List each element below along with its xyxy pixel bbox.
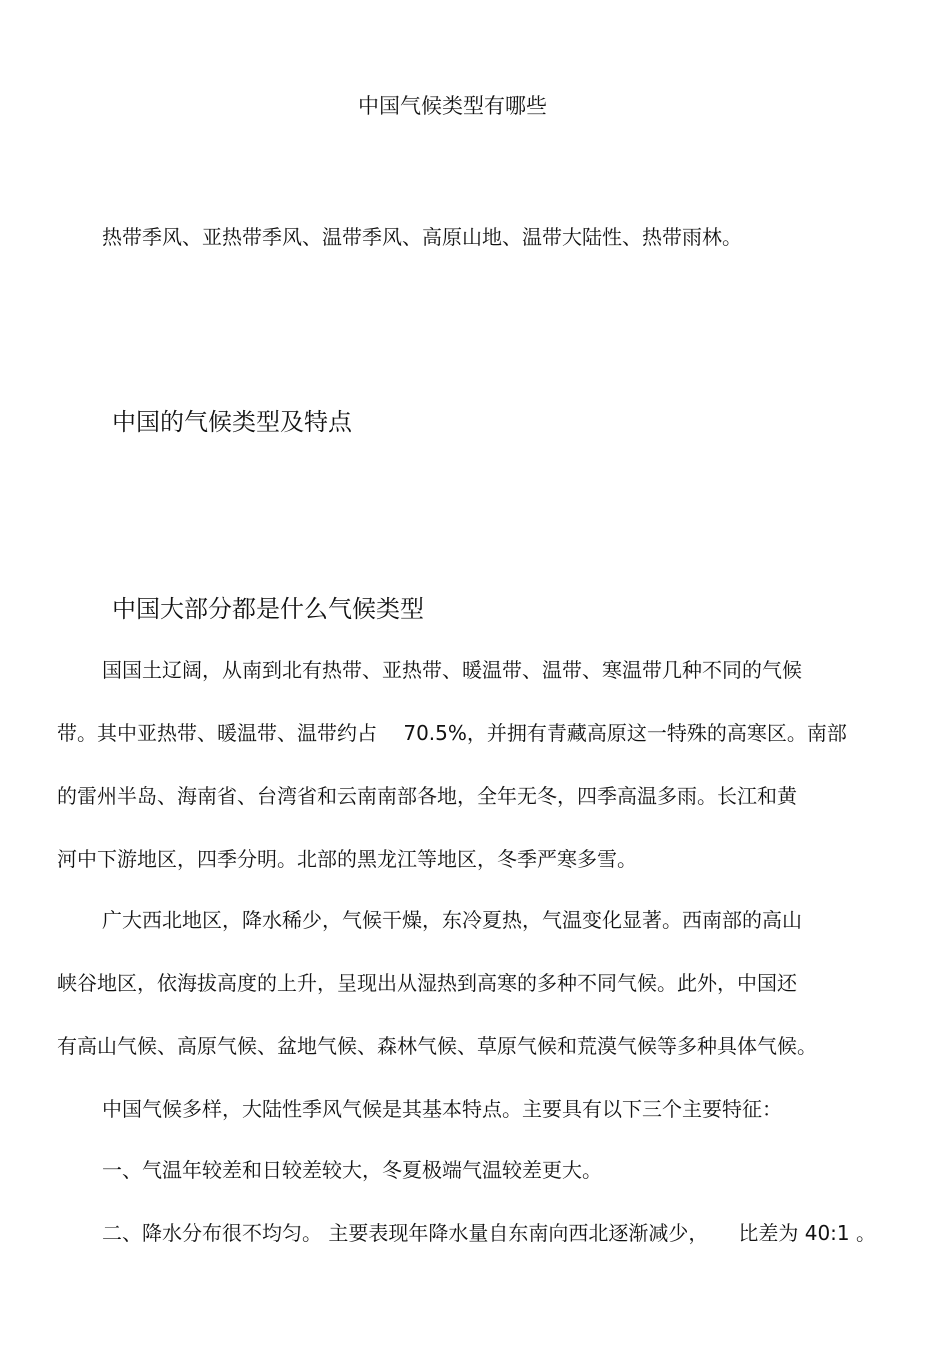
section-heading-main-climate: 中国大部分都是什么气候类型 (112, 595, 424, 623)
paragraph-1-line-4: 河中下游地区，四季分明。北部的黑龙江等地区，冬季严寒多雪。 (57, 847, 637, 871)
paragraph-2-line-3: 有高山气候、高原气候、盆地气候、森林气候、草原气候和荒漠气候等多种具体气候。 (57, 1034, 817, 1058)
paragraph-2-line-2: 峡谷地区，依海拔高度的上升，呈现出从湿热到高寒的多种不同气候。此外，中国还 (57, 971, 797, 995)
paragraph-3: 中国气候多样，大陆性季风气候是其基本特点。主要具有以下三个主要特征： (102, 1097, 782, 1121)
feature-1: 一、气温年较差和日较差较大，冬夏极端气温较差更大。 (102, 1158, 602, 1182)
paragraph-1-line-2: 带。其中亚热带、暖温带、温带约占 70.5%，并拥有青藏高原这一特殊的高寒区。南部 (57, 721, 847, 745)
paragraph-1-line-1: 国国土辽阔，从南到北有热带、亚热带、暖温带、温带、寒温带几种不同的气候 (102, 658, 802, 682)
paragraph-2-line-1: 广大西北地区，降水稀少，气候干燥，东冷夏热，气温变化显著。西南部的高山 (102, 908, 802, 932)
section-heading-climate-types: 中国的气候类型及特点 (112, 408, 352, 436)
intro-paragraph: 热带季风、亚热带季风、温带季风、高原山地、温带大陆性、热带雨林。 (102, 225, 742, 249)
page-title: 中国气候类型有哪些 (358, 94, 547, 118)
paragraph-1-line-3: 的雷州半岛、海南省、台湾省和云南南部各地，全年无冬，四季高温多雨。长江和黄 (57, 784, 797, 808)
feature-2: 二、降水分布很不均匀。 主要表现年降水量自东南向西北逐渐减少， 比差为 40:1 。 (102, 1221, 876, 1245)
